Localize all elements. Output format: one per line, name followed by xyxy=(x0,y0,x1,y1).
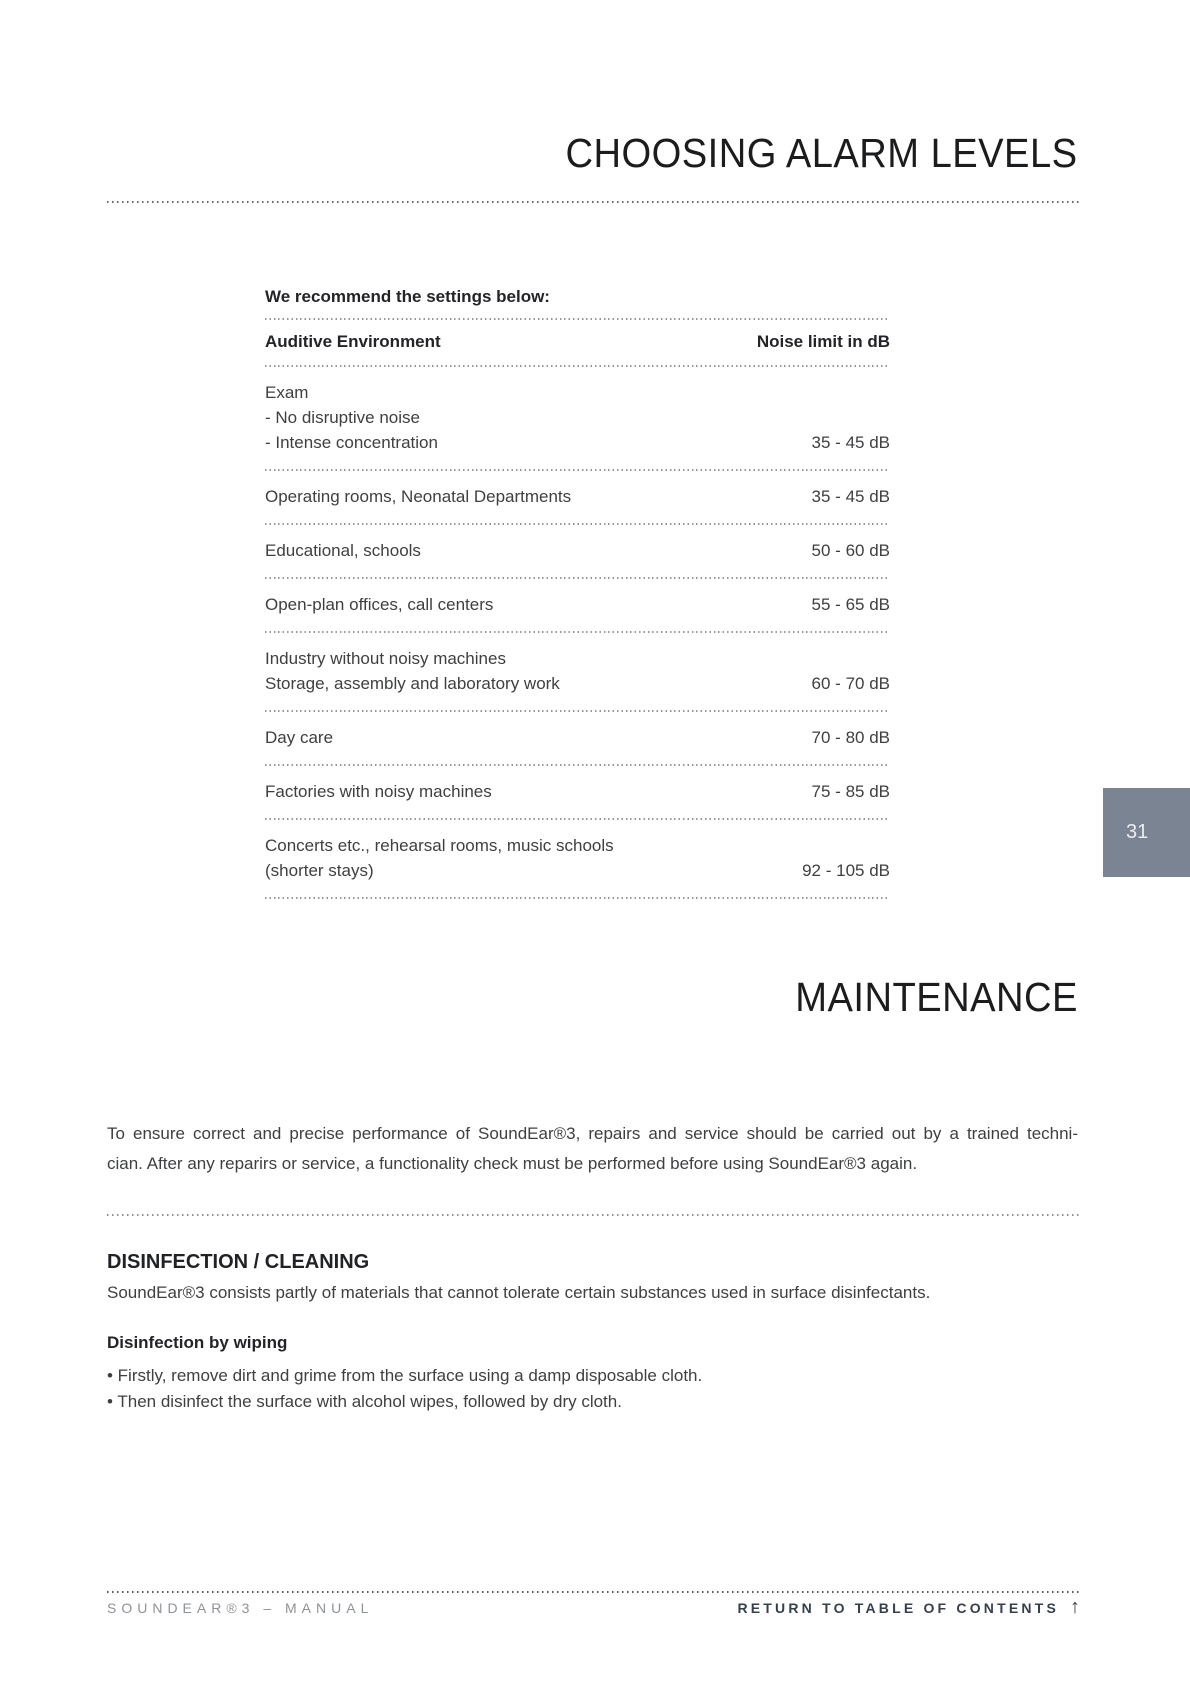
disinfection-body: SoundEar®3 consists partly of materials that cannot tolerate certain substances used in surface disinfectants. xyxy=(107,1283,931,1302)
row-environment: Educational, schools xyxy=(265,541,421,560)
page-title-choosing-alarm-levels: CHOOSING ALARM LEVELS xyxy=(566,130,1078,176)
disinfection-section xyxy=(107,1250,1078,1415)
footer xyxy=(107,1598,1080,1618)
section-divider xyxy=(107,1214,1080,1216)
row-noise-limit: 35 - 45 dB xyxy=(811,487,890,506)
alarm-levels-table xyxy=(265,287,890,899)
row-environment: Concerts etc., rehearsal rooms, music schools (shorter stays) xyxy=(265,836,614,880)
row-noise-limit: 35 - 45 dB xyxy=(811,433,890,452)
column-header-environment: Auditive Environment xyxy=(265,332,441,351)
paragraph-line: cian. After any reparirs or service, a functionality check must be performed before using SoundEar®3 again. xyxy=(107,1154,918,1173)
row-noise-limit: 75 - 85 dB xyxy=(811,782,890,801)
page-number-badge xyxy=(1103,788,1190,877)
return-to-toc-link[interactable] xyxy=(737,1598,1080,1618)
row-environment: Day care xyxy=(265,728,334,747)
title-divider xyxy=(107,201,1080,203)
row-environment: Operating rooms, Neonatal Departments xyxy=(265,487,572,506)
bullet-item: • Firstly, remove dirt and grime from the surface using a damp disposable cloth. xyxy=(107,1366,703,1385)
table-row xyxy=(265,633,890,710)
page-number: 31 xyxy=(1126,821,1149,843)
up-arrow-icon: ↑ xyxy=(1070,1596,1080,1618)
table-intro: We recommend the settings below: xyxy=(265,287,550,306)
table-row xyxy=(265,367,890,469)
maintenance-paragraph xyxy=(107,1119,1078,1179)
column-header-noise-limit: Noise limit in dB xyxy=(756,332,890,351)
paragraph-line: To ensure correct and precise performance of SoundEar®3, repairs and service should be carried out by a trained techni- xyxy=(107,1124,1078,1143)
row-noise-limit: 70 - 80 dB xyxy=(811,728,890,747)
disinfection-heading: DISINFECTION / CLEANING xyxy=(107,1251,370,1273)
manual-title-label: SOUNDEAR®3 – MANUAL xyxy=(107,1600,374,1616)
row-noise-limit: 60 - 70 dB xyxy=(811,674,890,693)
row-environment: Factories with noisy machines xyxy=(265,782,492,801)
disinfection-sub-heading: Disinfection by wiping xyxy=(107,1333,288,1352)
footer-divider xyxy=(107,1591,1080,1593)
alarm-table-body xyxy=(265,367,890,899)
row-noise-limit: 55 - 65 dB xyxy=(811,595,890,614)
table-header-row xyxy=(265,320,890,365)
row-divider xyxy=(265,897,890,899)
row-noise-limit: 50 - 60 dB xyxy=(811,541,890,560)
table-row xyxy=(265,471,890,523)
table-row xyxy=(265,525,890,577)
table-row xyxy=(265,766,890,818)
row-environment: Exam - No disruptive noise - Intense concentration xyxy=(265,383,438,452)
section-title-maintenance: MAINTENANCE xyxy=(795,974,1078,1020)
table-row xyxy=(265,820,890,897)
table-row xyxy=(265,712,890,764)
row-environment: Industry without noisy machines Storage, assembly and laboratory work xyxy=(265,649,560,693)
return-link-label: RETURN TO TABLE OF CONTENTS xyxy=(737,1600,1059,1616)
row-environment: Open-plan offices, call centers xyxy=(265,595,494,614)
bullet-item: • Then disinfect the surface with alcohol wipes, followed by dry cloth. xyxy=(107,1392,622,1411)
row-noise-limit: 92 - 105 dB xyxy=(802,861,890,880)
table-row xyxy=(265,579,890,631)
